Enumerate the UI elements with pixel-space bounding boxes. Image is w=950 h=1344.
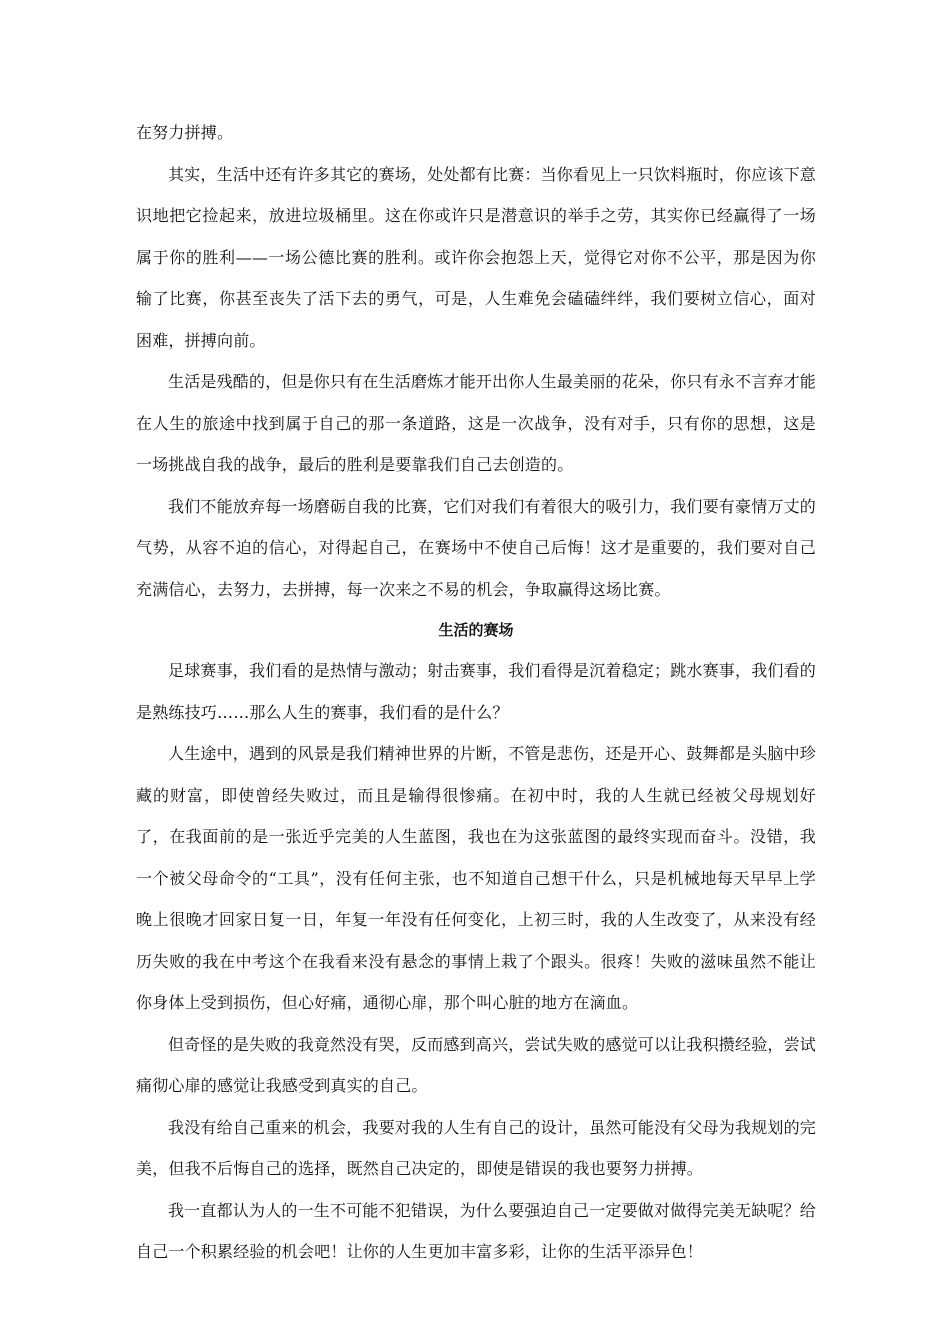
paragraph: 人生途中，遇到的风景是我们精神世界的片断，不管是悲伤，还是开心、鼓舞都是头脑中珍藏的财富，即使曾经失败过，而且是输得很惨痛。在初中时，我的人生就已经被父母规划好了，在我面前的是一张近乎完美的人生蓝图，我也在为这张蓝图的最终实现而奋斗。没错，我一个被父母命令的“工具”，没有任何主张，也不知道自己想干什么，只是机械地每天早早上学晚上很晚才回家日复一日，年复一年没有任何变化，上初三时，我的人生改变了，从来没有经历失败的我在中考这个在我看来没有悬念的事情上栽了个跟头。很疼！失败的滋味虽然不能让你身体上受到损伤，但心好痛，通彻心扉，那个叫心脏的地方在滴血。 <box>136 744 817 1012</box>
section-title: 生活的赛场 <box>438 621 514 639</box>
document-page <box>136 112 816 1273</box>
paragraph: 但奇怪的是失败的我竟然没有哭，反而感到高兴，尝试失败的感觉可以让我积攒经验，尝试痛彻心扉的感觉让我感受到真实的自己。 <box>136 1034 817 1095</box>
paragraph: 我们不能放弃每一场磨砺自我的比赛，它们对我们有着很大的吸引力，我们要有豪情万丈的气势，从容不迫的信心，对得起自己，在赛场中不使自己后悔！这才是重要的，我们要对自己充满信心，去努力，去拼搏，每一次来之不易的机会，争取赢得这场比赛。 <box>136 496 817 599</box>
paragraph: 足球赛事，我们看的是热情与激动；射击赛事，我们看得是沉着稳定；跳水赛事，我们看的是熟练技巧……那么人生的赛事，我们看的是什么？ <box>136 661 817 722</box>
paragraph: 生活是残酷的，但是你只有在生活磨炼才能开出你人生最美丽的花朵，你只有永不言弃才能在人生的旅途中找到属于自己的那一条道路，这是一次战争，没有对手，只有你的思想，这是一场挑战自我的战争，最后的胜利是要靠我们自己去创造的。 <box>136 372 817 474</box>
paragraph: 我一直都认为人的一生不可能不犯错误，为什么要强迫自己一定要做对做得完美无缺呢？给自己一个积累经验的机会吧！让你的人生更加丰富多彩，让你的生活平添异色！ <box>136 1200 817 1261</box>
paragraph: 我没有给自己重来的机会，我要对我的人生有自己的设计，虽然可能没有父母为我规划的完美，但我不后悔自己的选择，既然自己决定的，即使是错误的我也要努力拼搏。 <box>136 1117 817 1178</box>
paragraph: 其实，生活中还有许多其它的赛场，处处都有比赛：当你看见上一只饮料瓶时，你应该下意识地把它捡起来，放进垃圾桶里。这在你或许只是潜意识的举手之劳，其实你已经赢得了一场属于你的胜利——一场公德比赛的胜利。或许你会抱怨上天，觉得它对你不公平，那是因为你输了比赛，你甚至丧失了活下去的勇气，可是，人生难免会磕磕绊绊，我们要树立信心，面对困难，拼搏向前。 <box>136 164 817 350</box>
paragraph: 在努力拼搏。 <box>136 123 234 142</box>
